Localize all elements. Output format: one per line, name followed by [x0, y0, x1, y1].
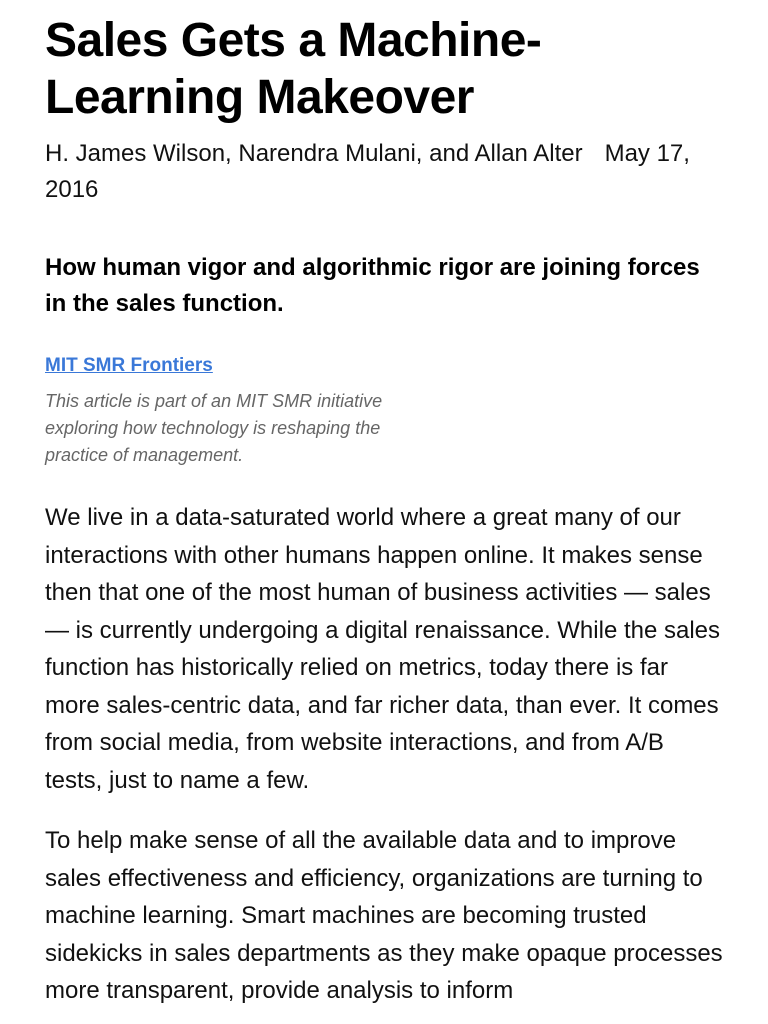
body-paragraph-1: We live in a data-saturated world where a great many of our interactions with other humans happen online. It makes sense then that one of the most human of business activities — sales — is currently undergoing a digital renaissance. While the sales function has historically relied on metrics, today there is far more sales-centric data, and far richer data, than ever. It comes from social media, from website interactions, and from A/B tests, just to name a few.: [45, 504, 721, 794]
publish-date: May 17, 2016: [45, 140, 690, 203]
byline: [45, 136, 725, 208]
series-link[interactable]: MIT SMR Frontiers: [45, 355, 213, 376]
body-paragraph-2: To help make sense of all the available data and to improve sales effectiveness and efficiency, organizations are turning to machine learning. Smart machines are becoming trusted sidekicks in sales departments as they make opaque processes more transparent, provide analysis to inform: [45, 827, 723, 1004]
article-authors: H. James Wilson, Narendra Mulani, and Allan Alter: [45, 140, 583, 167]
article-dek: How human vigor and algorithmic rigor are joining forces in the sales function.: [45, 254, 700, 317]
article-title: Sales Gets a Machine-Learning Makeover: [45, 14, 542, 124]
article: [45, 0, 725, 1010]
series-note: This article is part of an MIT SMR initiative exploring how technology is reshaping the practice of management.: [45, 391, 383, 465]
